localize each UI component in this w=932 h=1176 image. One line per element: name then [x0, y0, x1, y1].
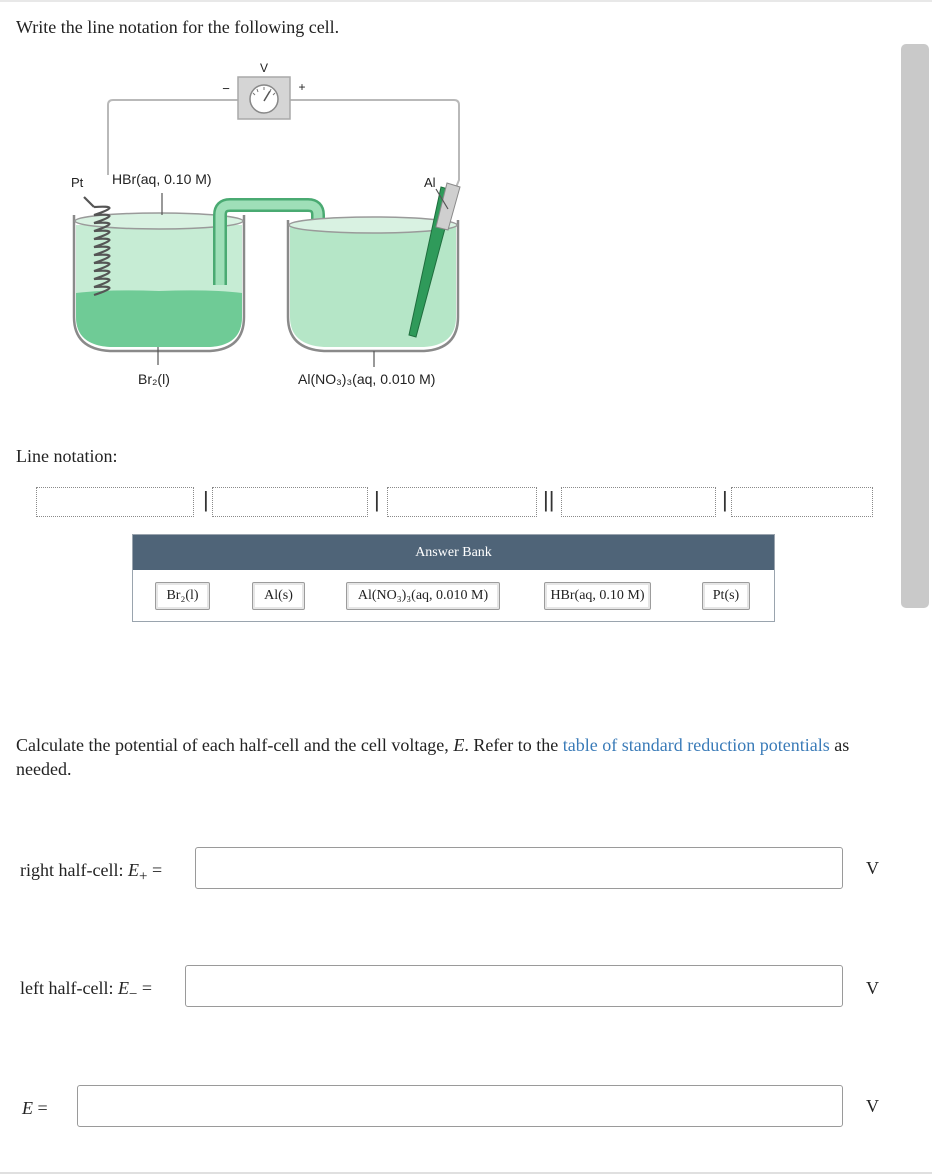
scrollbar-thumb[interactable] — [901, 44, 929, 608]
cell-voltage-symbol: E — [453, 735, 465, 755]
top-border — [0, 0, 932, 2]
answer-chip-br2[interactable]: Br₂(l) — [155, 582, 210, 610]
question-2-text: Calculate the potential of each half-cell and the cell voltage, E. Refer to the table of standard reduction potentials as needed. — [16, 735, 850, 779]
right-half-cell-input[interactable] — [195, 847, 843, 889]
answer-chip-alno3[interactable]: Al(NO₃)₃(aq, 0.010 M) — [346, 582, 500, 610]
line-notation-slot-3[interactable] — [387, 487, 537, 517]
salt-bridge-separator: || — [543, 487, 555, 512]
reduction-potentials-link[interactable]: table of standard reduction potentials — [562, 735, 830, 755]
cell-voltage-input[interactable] — [77, 1085, 843, 1127]
br2-label: Br₂(l) — [138, 371, 170, 387]
bottom-border — [0, 1172, 932, 1174]
left-half-cell-input[interactable] — [185, 965, 843, 1007]
question-text: Write the line notation for the following cell. — [16, 17, 340, 37]
answer-chip-al[interactable]: Al(s) — [252, 582, 305, 610]
line-notation-slot-2[interactable] — [212, 487, 368, 517]
alno3-label: Al(NO₃)₃(aq, 0.010 M) — [298, 371, 436, 387]
answer-bank — [132, 534, 775, 622]
line-notation-slot-1[interactable] — [36, 487, 194, 517]
cell-unit: V — [866, 1096, 879, 1116]
left-half-cell-label: left half-cell: $E_-$ = — [20, 978, 153, 1003]
right-unit: V — [866, 858, 879, 878]
hbr-label: HBr(aq, 0.10 M) — [112, 171, 212, 187]
galvanic-cell-diagram — [50, 55, 480, 400]
left-unit: V — [866, 978, 879, 998]
pt-label: Pt — [71, 175, 84, 190]
answer-chip-pt[interactable]: Pt(s) — [702, 582, 750, 610]
right-half-cell-label: right half-cell: $E_+$ = — [20, 860, 163, 885]
phase-boundary-separator: | — [722, 487, 728, 512]
plus-terminal-label: + — [298, 80, 306, 94]
voltmeter-label: V — [259, 61, 269, 75]
cell-voltage-label: E = — [22, 1098, 48, 1118]
phase-boundary-separator: | — [374, 487, 380, 512]
line-notation-slot-4[interactable] — [561, 487, 716, 517]
line-notation-slot-5[interactable] — [731, 487, 873, 517]
minus-terminal-label: − — [222, 81, 230, 96]
line-notation-label: Line notation: — [16, 446, 118, 466]
answer-chip-hbr[interactable]: HBr(aq, 0.10 M) — [544, 582, 651, 610]
phase-boundary-separator: | — [203, 487, 209, 512]
al-label: Al — [424, 175, 436, 190]
voltmeter — [238, 77, 290, 119]
answer-bank-title: Answer Bank — [133, 535, 774, 570]
